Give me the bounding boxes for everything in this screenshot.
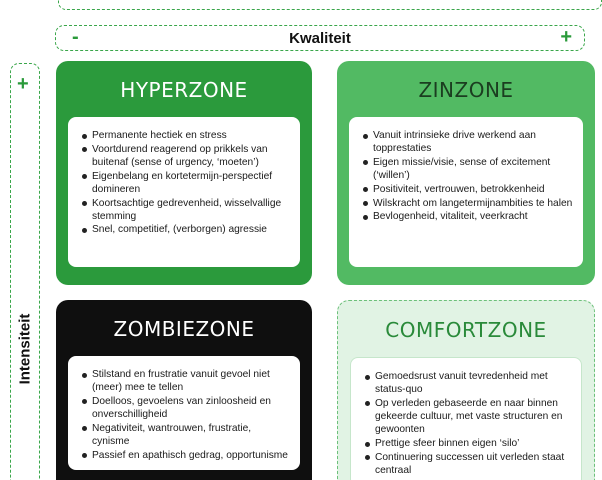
list-item: Positiviteit, vertrouwen, betrokkenheid — [363, 183, 573, 196]
top-frame — [58, 0, 602, 10]
list-item: Bevlogenheid, vitaliteit, veerkracht — [363, 210, 573, 223]
list-item: Eigenbelang en kortetermijn-perspectief domineren — [82, 170, 290, 196]
zone-title: HYPERZONE — [120, 78, 248, 102]
list-item: Wilskracht om langetermijnambities te halen — [363, 197, 573, 210]
zone-list — [82, 129, 290, 237]
zone-panel — [349, 117, 583, 267]
list-item: Permanente hectiek en stress — [82, 129, 290, 142]
list-item: Koortsachtige gedrevenheid, wisselvallige stemming — [82, 197, 290, 223]
quality-axis-label: Kwaliteit — [289, 29, 351, 47]
list-item: Voortdurend reagerend op prikkels van buitenaf (sense of urgency, ‘moeten’) — [82, 143, 290, 169]
zone-list — [365, 370, 571, 477]
zone-title: ZOMBIEZONE — [113, 317, 255, 341]
list-item: Vanuit intrinsieke drive werkend aan topprestaties — [363, 129, 573, 155]
list-item: Negativiteit, wantrouwen, frustratie, cynisme — [82, 422, 290, 448]
zinzone-box — [337, 61, 595, 285]
zone-panel — [68, 356, 300, 470]
list-item: Doelloos, gevoelens van zinloosheid en onverschilligheid — [82, 395, 290, 421]
hyperzone-box — [56, 61, 312, 285]
intensity-axis-label: Intensiteit — [16, 313, 34, 385]
zombiezone-box — [56, 300, 312, 480]
list-item: Op verleden gebaseerde en naar binnen gekeerde cultuur, met vaste structuren en gewoonten — [365, 397, 571, 437]
zone-list — [82, 368, 290, 462]
plus-icon: + — [560, 26, 572, 48]
zone-panel — [68, 117, 300, 267]
minus-icon: - — [72, 26, 79, 48]
quality-axis — [55, 25, 585, 51]
zone-panel — [350, 357, 582, 480]
zone-title: ZINZONE — [418, 78, 514, 102]
list-item: Snel, competitief, (verborgen) agressie — [82, 223, 290, 236]
zone-list — [363, 129, 573, 223]
list-item: Passief en apathisch gedrag, opportunisme — [82, 449, 290, 462]
list-item: Prettige sfeer binnen eigen ‘silo’ — [365, 437, 571, 450]
list-item: Stilstand en frustratie vanuit gevoel niet (meer) mee te tellen — [82, 368, 290, 394]
zone-title: COMFORTZONE — [385, 318, 547, 342]
list-item: Continuering successen uit verleden staat centraal — [365, 451, 571, 477]
intensity-axis — [10, 63, 40, 480]
comfortzone-box — [337, 300, 595, 480]
plus-icon: + — [17, 73, 29, 95]
list-item: Eigen missie/visie, sense of excitement (‘willen’) — [363, 156, 573, 182]
list-item: Gemoedsrust vanuit tevredenheid met status-quo — [365, 370, 571, 396]
